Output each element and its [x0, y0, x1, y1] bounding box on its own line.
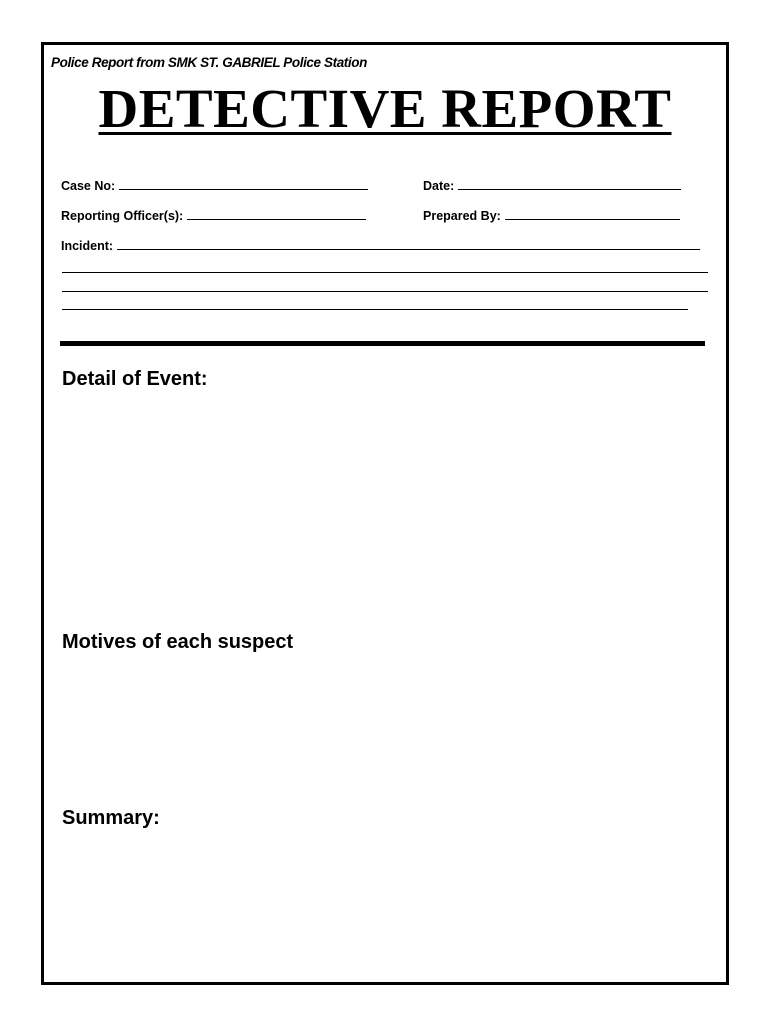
date-label: Date: [423, 179, 455, 193]
incident-continuation-line-3[interactable] [62, 309, 688, 310]
incident-line[interactable] [117, 248, 700, 250]
page-title-text: DETECTIVE REPORT [98, 78, 672, 139]
reporting-officers-line[interactable] [187, 218, 366, 220]
incident-continuation-line-2[interactable] [62, 291, 708, 292]
prepared-by-field[interactable] [423, 209, 680, 223]
case-no-line[interactable] [119, 188, 368, 190]
date-field[interactable] [423, 179, 681, 193]
reporting-officers-field[interactable] [61, 209, 366, 223]
prepared-by-line[interactable] [505, 218, 680, 220]
section-divider [60, 341, 705, 346]
station-line: Police Report from SMK ST. GABRIEL Police Station [51, 55, 367, 70]
summary-heading: Summary: [62, 807, 160, 829]
prepared-by-label: Prepared By: [423, 209, 501, 223]
incident-field[interactable] [61, 239, 700, 253]
case-no-field[interactable] [61, 179, 368, 193]
date-line[interactable] [458, 188, 681, 190]
detail-of-event-heading: Detail of Event: [62, 368, 208, 390]
reporting-officers-label: Reporting Officer(s): [61, 209, 184, 223]
incident-label: Incident: [61, 239, 114, 253]
motives-heading: Motives of each suspect [62, 631, 294, 653]
page-title [44, 78, 726, 140]
report-frame [41, 42, 729, 985]
case-no-label: Case No: [61, 179, 116, 193]
incident-continuation-line-1[interactable] [62, 272, 708, 273]
